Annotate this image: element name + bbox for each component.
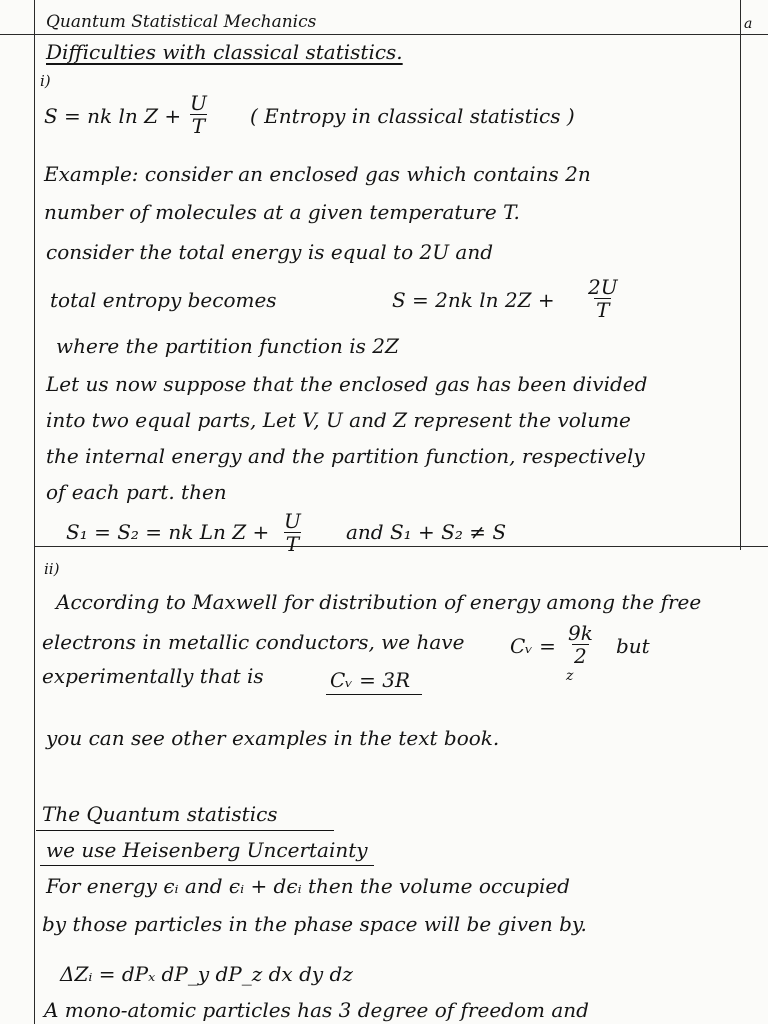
split-entropy-den: T [285,532,300,556]
item-marker-ii: ii) [44,560,60,578]
cv-lhs: Cᵥ = [510,634,556,658]
split-entropy-fraction [282,510,303,555]
textbook-line: you can see other examples in the text book. [46,726,500,750]
cv-experimental: Cᵥ = 3R [330,668,411,692]
section-rule [34,546,768,547]
entropy-note: ( Entropy in classical statistics ) [250,104,575,128]
page-number: a [744,16,753,32]
item-marker-i: i) [40,72,51,90]
divided-line-2: into two equal parts, Let V, U and Z represent the volume [46,408,631,432]
partition-line: where the partition function is 2Z [56,334,399,358]
page-title: Quantum Statistical Mechanics [46,12,317,32]
total-entropy-formula: S = 2nk ln 2Z + [392,288,555,312]
maxwell-but: but [616,634,650,658]
uncertainty-underline [40,865,374,866]
cv-fraction [566,622,595,667]
divided-line-4: of each part. then [46,480,227,504]
section-heading-classical: Difficulties with classical statistics. [46,40,403,64]
cv-fraction-den: 2 [574,644,587,668]
header-rule [0,34,768,35]
split-entropy-lhs: S₁ = S₂ = nk Ln Z + [66,520,270,544]
total-entropy-den: T [596,298,610,322]
total-entropy-fraction [586,276,620,321]
split-entropy-rhs: and S₁ + S₂ ≠ S [346,520,507,544]
cv-experimental-underline [326,694,422,695]
section-heading-quantum: The Quantum statistics [42,802,278,826]
quantum-line-3: by those particles in the phase space will be given by. [42,912,587,936]
entropy-fraction-den: T [191,114,206,138]
entropy-fraction-num: U [190,91,207,115]
quantum-line-2: For energy ϵᵢ and ϵᵢ + dϵᵢ then the volume occupied [46,874,570,898]
maxwell-line-2: electrons in metallic conductors, we have [42,630,465,654]
degrees-of-freedom-line: A mono-atomic particles has 3 degree of freedom and [44,998,589,1022]
split-entropy-num: U [284,509,301,533]
right-margin-rule [740,0,741,550]
example-line-1: Example: consider an enclosed gas which contains 2n [44,162,591,186]
quantum-heading-underline [36,830,334,831]
left-margin-rule [34,0,35,1024]
divided-line-3: the internal energy and the partition function, respectively [46,444,645,468]
example-line-3: consider the total energy is equal to 2U and [46,240,494,264]
cv-fraction-num: 9k [568,621,593,645]
experimental-line: experimentally that is [42,664,264,688]
entropy-fraction [188,92,209,137]
total-entropy-num: 2U [588,275,618,299]
phase-space-formula: ΔZᵢ = dPₓ dP_y dP_z dx dy dz [60,962,353,986]
cv-annotation: z [566,668,574,684]
entropy-lhs: S = nk ln Z + [44,104,182,128]
maxwell-line-1: According to Maxwell for distribution of energy among the free [56,590,702,614]
total-entropy-text: total entropy becomes [50,288,277,312]
entropy-formula [44,104,181,128]
divided-line-1: Let us now suppose that the enclosed gas has been divided [46,372,648,396]
example-line-2: number of molecules at a given temperature T. [44,200,520,224]
quantum-line-1: we use Heisenberg Uncertainty [46,838,368,862]
